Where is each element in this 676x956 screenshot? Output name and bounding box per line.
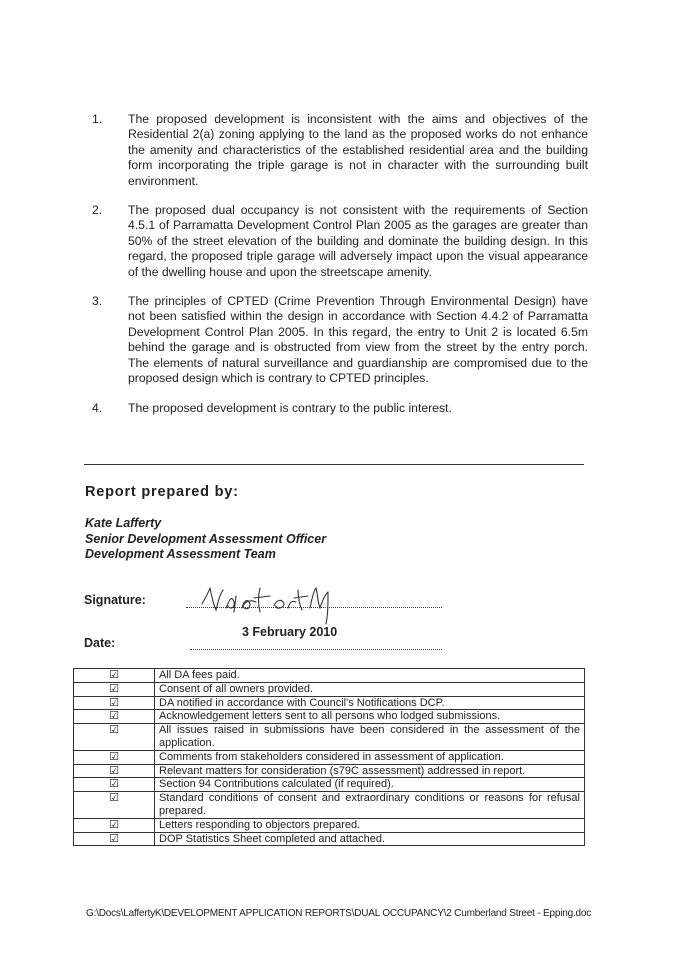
checklist-item-text: Comments from stakeholders considered in assessment of application.	[155, 750, 585, 764]
checked-box-icon: ☑	[74, 818, 155, 832]
checklist-item-text: Relevant matters for consideration (s79C assessment) addressed in report.	[155, 764, 585, 778]
section-divider	[84, 464, 584, 465]
reason-text: The proposed development is contrary to the public interest.	[128, 400, 452, 415]
checked-box-icon: ☑	[74, 696, 155, 710]
reason-item	[84, 203, 588, 280]
author-name: Kate Lafferty	[85, 516, 162, 530]
reason-number: 4.	[92, 400, 103, 415]
reason-item	[84, 401, 588, 416]
file-path-footer: G:\Docs\LaffertyK\DEVELOPMENT APPLICATION REPORTS\DUAL OCCUPANCY\2 Cumberland Street - Epping.doc	[86, 908, 592, 919]
date-line	[190, 641, 442, 650]
table-row	[74, 778, 585, 792]
table-row	[74, 669, 585, 683]
checklist-item-text: Letters responding to objectors prepared.	[155, 818, 585, 832]
checklist-item-text: DOP Statistics Sheet completed and attached.	[155, 832, 585, 846]
checklist-item-text: All DA fees paid.	[155, 669, 585, 683]
reason-text: The proposed dual occupancy is not consistent with the requirements of Section 4.5.1 of Parramatta Development Control Plan 2005 as the garages are greater than 50% of the street elevation of the building and dominate the building design. In this regard, the proposed triple garage will adversely impact upon the visual appearance of the dwelling house and upon the streetscape amenity.	[128, 203, 588, 279]
date-label: Date:	[84, 636, 116, 650]
checked-box-icon: ☑	[74, 792, 155, 819]
table-row	[74, 764, 585, 778]
author-block	[85, 516, 326, 563]
reason-number: 2.	[92, 203, 103, 218]
checklist-item-text: Standard conditions of consent and extraordinary conditions or reasons for refusal prepared.	[155, 792, 585, 819]
table-row	[74, 818, 585, 832]
table-row	[74, 750, 585, 764]
checklist-item-text: Section 94 Contributions calculated (if required).	[155, 778, 585, 792]
checked-box-icon: ☑	[74, 724, 155, 751]
table-row	[74, 710, 585, 724]
checked-box-icon: ☑	[74, 750, 155, 764]
table-row	[74, 724, 585, 751]
author-team: Development Assessment Team	[85, 547, 276, 561]
reason-text: The proposed development is inconsistent with the aims and objectives of the Residential 2(a) zoning applying to the land as the proposed works do not enhance the amenity and characteristics of the established residential area and the building form incorporating the triple garage is not in character with the surrounding built environment.	[128, 112, 588, 188]
table-row	[74, 682, 585, 696]
reason-text: The principles of CPTED (Crime Prevention Through Environmental Design) have not been satisfied within the design in accordance with Section 4.4.2 of Parramatta Development Control Plan 2005. In this regard, the entry to Unit 2 is located 6.5m behind the garage and is obstructed from view from the street by the entry porch. The elements of natural surveillance and guardianship are compromised due to the proposed design which is contrary to CPTED principles.	[128, 294, 588, 386]
reason-number: 1.	[92, 112, 103, 126]
date-value: 3 February 2010	[242, 625, 338, 639]
table-row	[74, 792, 585, 819]
reason-item	[84, 294, 588, 386]
handwritten-signature	[190, 578, 380, 626]
checklist-item-text: Acknowledgement letters sent to all persons who lodged submissions.	[155, 710, 585, 724]
report-heading: Report prepared by:	[85, 484, 239, 500]
checklist-item-text: Consent of all owners provided.	[155, 682, 585, 696]
checklist-item-text: DA notified in accordance with Council's Notifications DCP.	[155, 696, 585, 710]
refusal-reasons-list	[84, 112, 588, 430]
checked-box-icon: ☑	[74, 669, 155, 683]
reason-item	[84, 112, 588, 189]
author-position: Senior Development Assessment Officer	[85, 531, 327, 546]
table-row	[74, 832, 585, 846]
checked-box-icon: ☑	[74, 832, 155, 846]
assessment-checklist	[73, 668, 585, 846]
checked-box-icon: ☑	[74, 778, 155, 792]
signature-label: Signature:	[84, 593, 146, 607]
reason-number: 3.	[92, 294, 103, 309]
checked-box-icon: ☑	[74, 682, 155, 696]
checked-box-icon: ☑	[74, 710, 155, 724]
checked-box-icon: ☑	[74, 764, 155, 778]
table-row	[74, 696, 585, 710]
checklist-item-text: All issues raised in submissions have been considered in the assessment of the application.	[155, 724, 585, 751]
